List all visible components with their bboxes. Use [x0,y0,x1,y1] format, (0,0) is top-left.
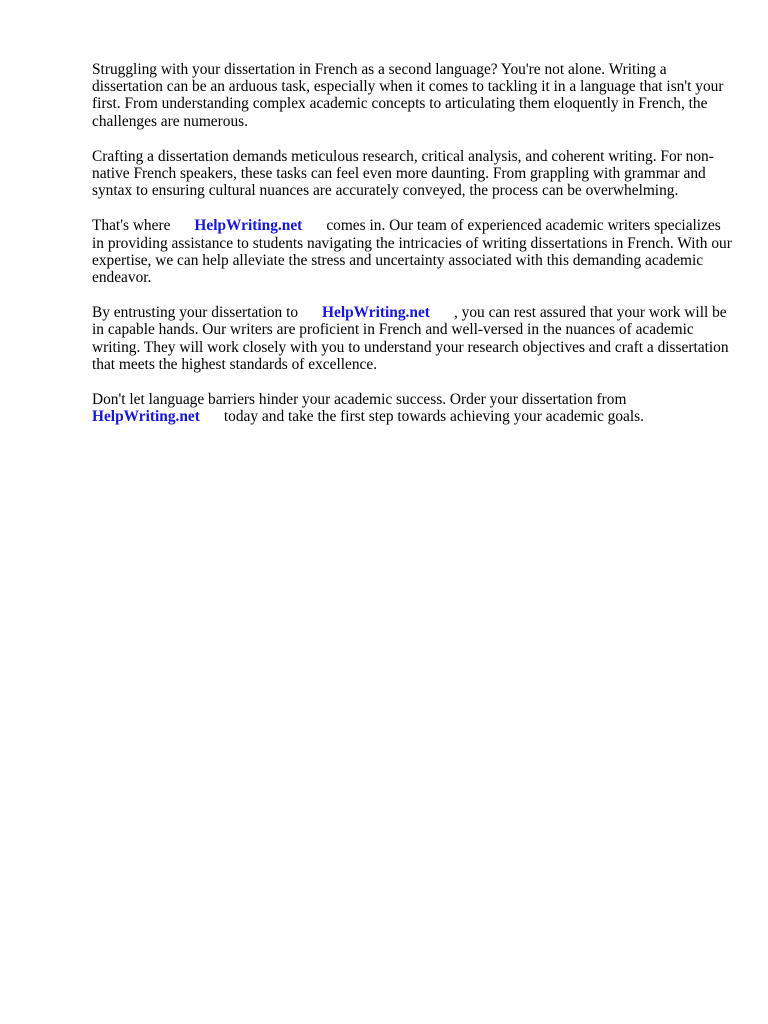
paragraph-order-text: today and take the first step towards achieving your academic goals. [223,408,644,426]
paragraph-order [92,391,732,425]
paragraph-order-lead: Don't let language barriers hinder your academic success. Order your dissertation from [92,391,627,409]
paragraph-entrust [92,304,732,373]
paragraph-entrust-lead: By entrusting your dissertation to [92,304,299,322]
paragraph-entrust-text: , you can rest assured that your work will be in capable hands. Our writers are proficient in French and well-versed in the nuances of academic writing. They will work closely with you to understand your research objectives and craft a dissertation that meets the highest standards of excellence. [92,304,729,373]
helpwriting-link-3[interactable]: HelpWriting.net [92,408,200,426]
paragraph-service [92,217,732,286]
paragraph-challenges: Crafting a dissertation demands meticulous research, critical analysis, and coherent writing. For non-native French speakers, these tasks can feel even more daunting. From grappling with grammar and syntax to ensuring cultural nuances are accurately conveyed, the process can be overwhelming. [92,147,714,200]
paragraph-service-text: comes in. Our team of experienced academic writers specializes in providing assistance to students navigating the intricacies of writing dissertations in French. With our expertise, we can help alleviate the stress and uncertainty associated with this demanding academic endeavor. [92,217,732,287]
paragraph-intro: Struggling with your dissertation in French as a second language? You're not alone. Writing a dissertation can be an arduous task, especially when it comes to tackling it in a language that isn't your first. From understanding complex academic concepts to articulating them eloquently in French, the challenges are numerous. [92,61,724,130]
helpwriting-link-1[interactable]: HelpWriting.net [194,217,303,235]
document-body [92,61,732,443]
helpwriting-link-2[interactable]: HelpWriting.net [322,304,430,322]
paragraph-service-lead: That's where [92,217,171,235]
